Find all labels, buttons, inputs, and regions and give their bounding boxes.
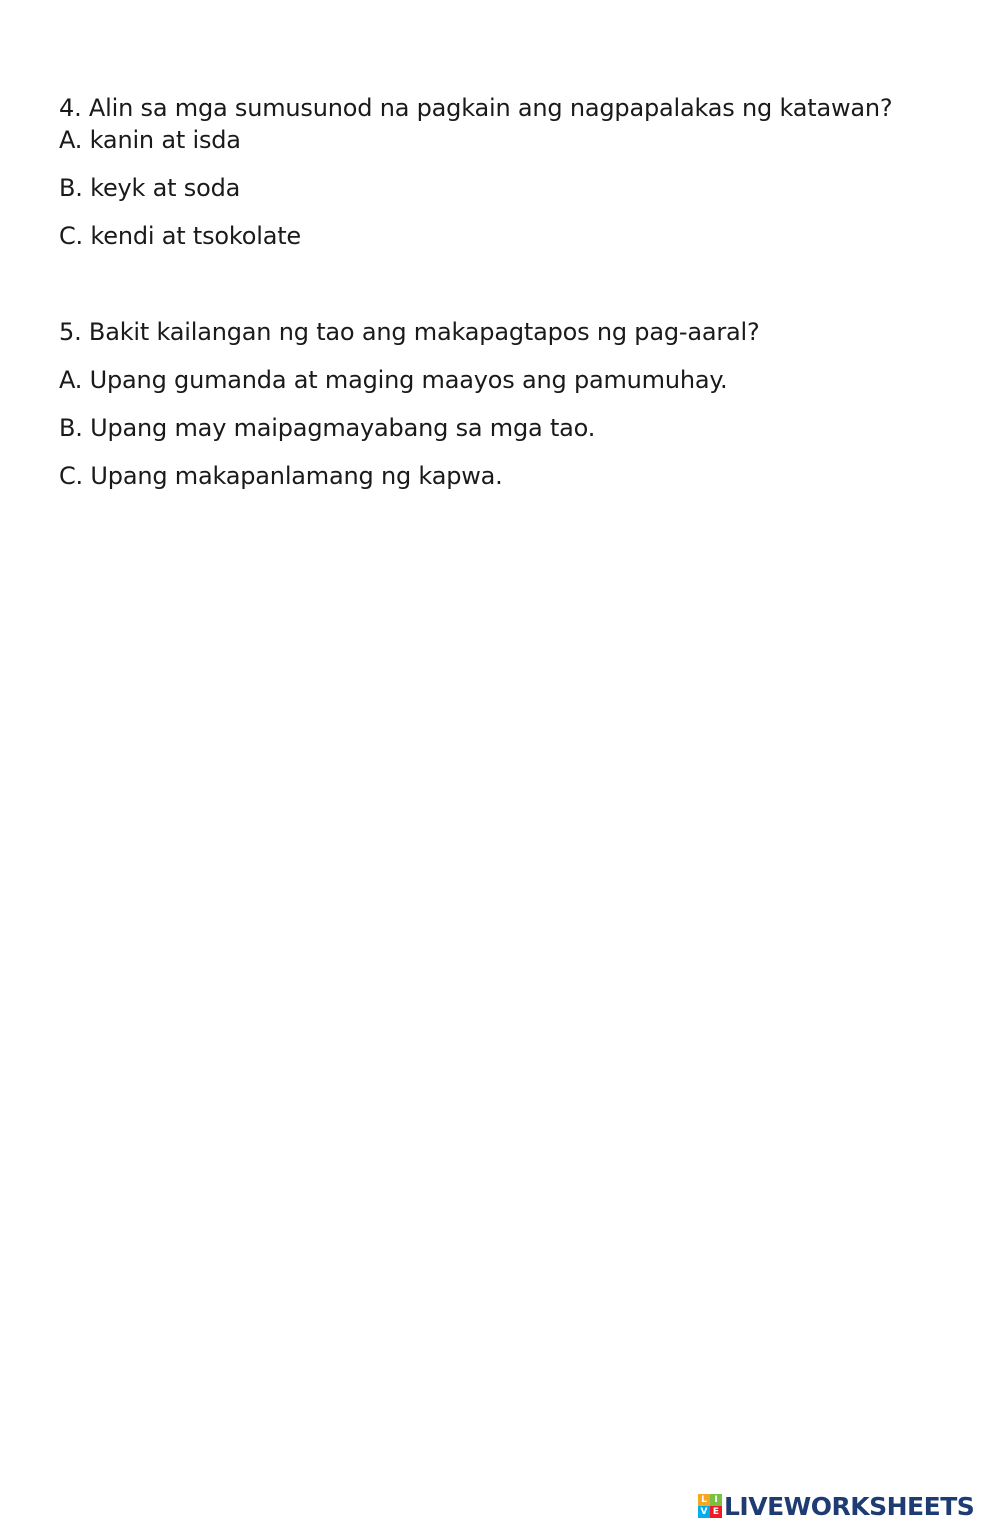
question-5-option-c[interactable]: C. Upang makapanlamang ng kapwa. [59, 462, 503, 490]
question-5-text: 5. Bakit kailangan ng tao ang makapagtapos ng pag-aaral? [59, 318, 760, 346]
question-5-option-b[interactable]: B. Upang may maipagmayabang sa mga tao. [59, 414, 596, 442]
logo-letter-l: L [698, 1494, 710, 1506]
question-4-option-c[interactable]: C. kendi at tsokolate [59, 222, 301, 250]
logo-letter-i: I [710, 1494, 722, 1506]
logo-letter-v: V [698, 1506, 710, 1518]
question-4-option-b[interactable]: B. keyk at soda [59, 174, 241, 202]
question-4 [59, 92, 939, 252]
question-4-text: 4. Alin sa mga sumusunod na pagkain ang nagpapalakas ng katawan? [59, 94, 893, 122]
liveworksheets-logo [698, 1489, 974, 1523]
question-5-option-a[interactable]: A. Upang gumanda at maging maayos ang pamumuhay. [59, 366, 728, 394]
logo-letter-e: E [710, 1506, 722, 1518]
liveworksheets-logo-icon [698, 1494, 722, 1518]
question-5 [59, 316, 939, 492]
liveworksheets-brand-name: LIVEWORKSHEETS [724, 1491, 975, 1521]
question-4-option-a[interactable]: A. kanin at isda [59, 126, 241, 154]
worksheet-page [59, 92, 939, 492]
